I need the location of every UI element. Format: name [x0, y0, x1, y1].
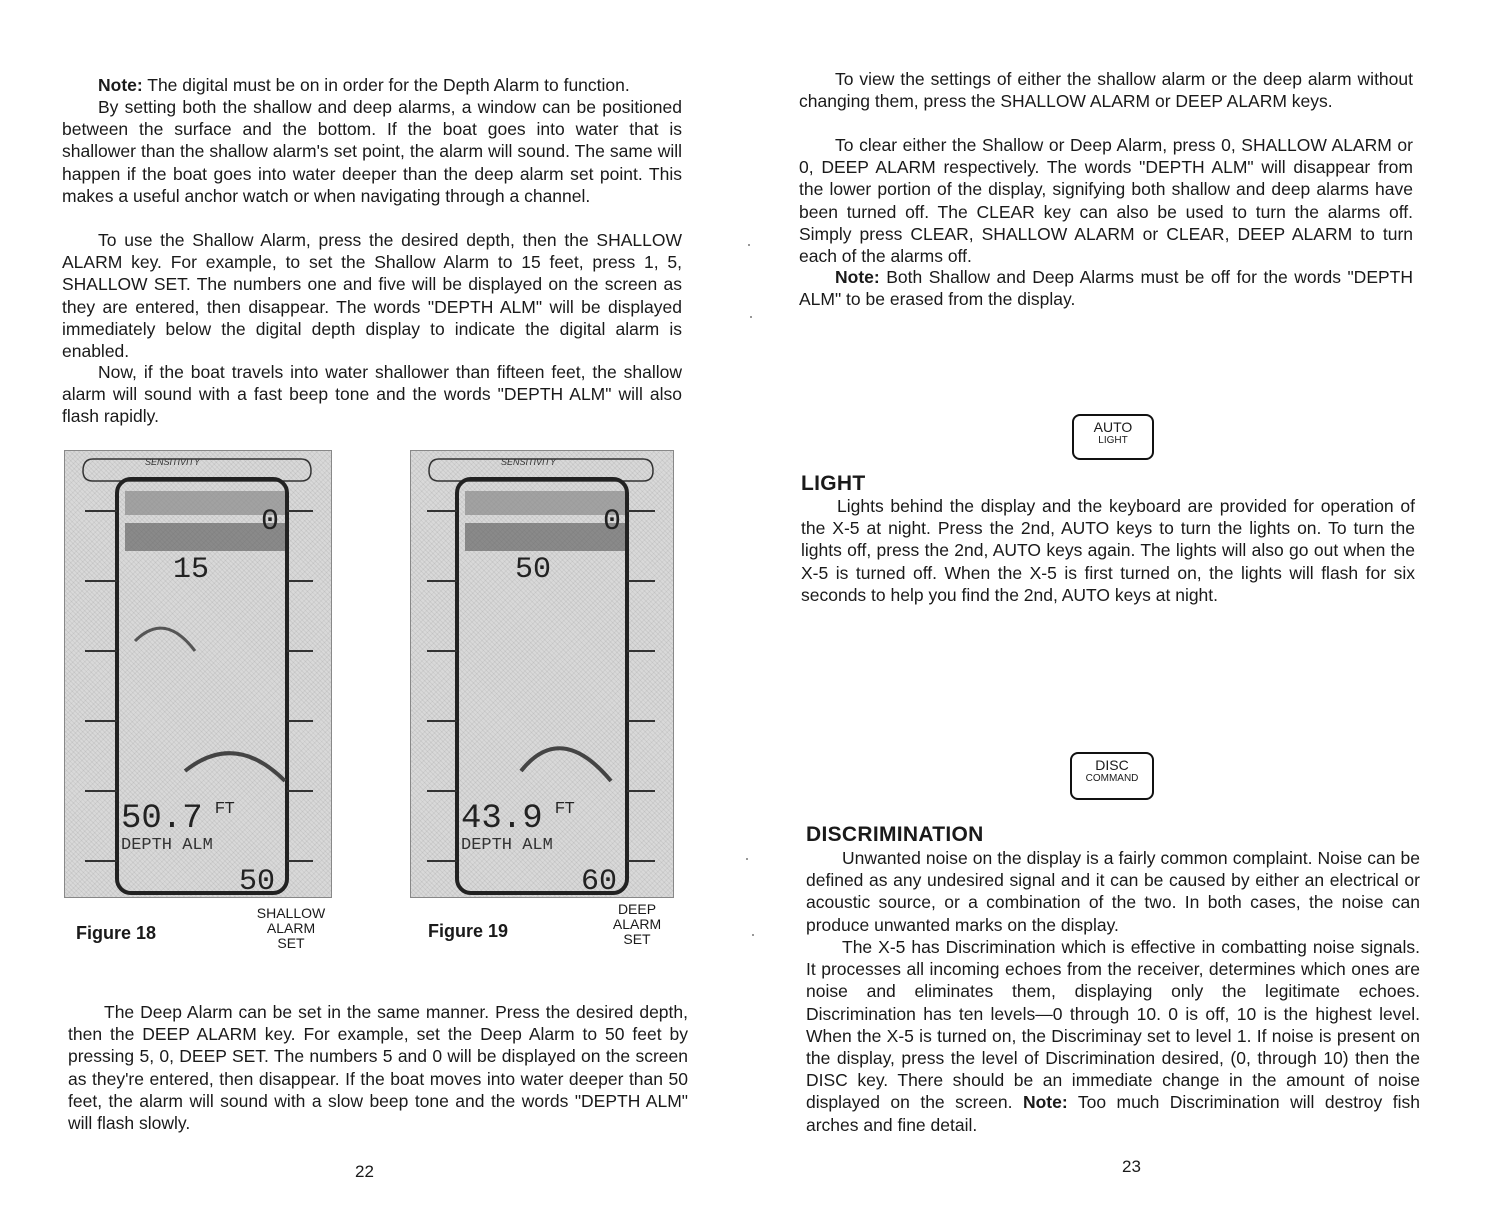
sensitivity-label: SENSITIVITY	[501, 457, 557, 467]
note-lead: Note:	[1022, 1092, 1068, 1113]
range-value: 60	[581, 865, 618, 897]
note-digital-paragraph: Note: The digital must be on in order for the Depth Alarm to function.	[98, 75, 630, 95]
clear-alarm-paragraph: To clear either the Shallow or Deep Alarm, press 0, SHALLOW ALARM or 0, DEEP ALARM respectively. The words "DEPTH ALM" will disappear from the lower portion of the display, signifying both shallow and deep alarms have been turned off. The CLEAR key can also be used to turn the alarms off. Simply press CLEAR, SHALLOW ALARM or CLEAR, DEEP ALARM to turn each of the alarms off.	[799, 135, 1413, 267]
deep-alarm-set-caption: DEEP ALARM SET	[612, 901, 662, 947]
depth-unit: FT	[555, 800, 575, 817]
view-settings-paragraph: To view the settings of either the shallow alarm or the deep alarm without changing them, press the SHALLOW ALARM or DEEP ALARM keys.	[799, 69, 1413, 112]
depth-reading: 50.7	[121, 800, 203, 838]
fishfinder-screen-18	[65, 451, 331, 897]
figure-19-image	[410, 450, 674, 898]
discrimination-paragraph-2: The X-5 has Discrimination which is effective in combatting noise signals. It processes all incoming echoes from the receiver, determines which ones are noise and eliminates them, displaying only the legitimate echoes. Discrimination has ten levels—0 through 10. 0 is off, 10 is the highest level. When the X-5 is turned on, the Discriminay set to level 1. If noise is present on the display, press the level of Discrimination desired, (0, through 10) then the DISC key. There should be an immediate change in the amount of noise displayed on the screen. Note: Too much Discrimination will destroy fish arches and fine detail.	[806, 937, 1420, 1135]
discrimination-paragraph-1: Unwanted noise on the display is a fairly common complaint. Noise can be defined as any undesired signal and it can be caused by either an electrical or acoustic source, or a combination of the two. In both cases, the noise can produce unwanted marks on the display.	[806, 848, 1420, 935]
deep-use-paragraph: The Deep Alarm can be set in the same manner. Press the desired depth, then the DEEP ALARM key. For example, set the Deep Alarm to 50 feet by pressing 5, 0, DEEP SET. The numbers 5 and 0 will be displayed on the screen as they're entered, then disappear. If the boat moves into water deeper than 50 feet, the alarm will sound with a slow beep tone and the words "DEPTH ALM" will flash slowly.	[68, 1002, 688, 1134]
depth-unit: FT	[215, 800, 235, 817]
alarm-value: 50	[515, 553, 552, 587]
depth-reading: 43.9	[461, 800, 543, 838]
figure-18-image	[64, 450, 332, 898]
auto-light-key-icon: AUTO LIGHT	[1072, 414, 1154, 460]
depth-alarm-text: DEPTH ALM	[461, 836, 553, 855]
page-number-left: 22	[355, 1162, 374, 1181]
scan-speck	[748, 244, 750, 246]
depth-alarm-text: DEPTH ALM	[121, 836, 213, 855]
fishfinder-screen-19	[411, 451, 673, 897]
light-paragraph: Lights behind the display and the keyboard are provided for operation of the X-5 at night. Press the 2nd, AUTO keys to turn the lights on. To turn the lights off, press the 2nd, AUTO keys again. The lights will also go out when the X-5 is turned off. When the X-5 is first turned on, the lights will flash for six seconds to help you find the 2nd, AUTO keys at night.	[801, 496, 1415, 605]
shallow-use-paragraph: To use the Shallow Alarm, press the desired depth, then the SHALLOW ALARM key. For example, to set the Shallow Alarm to 15 feet, press 1, 5, SHALLOW SET. The numbers one and five will be displayed on the screen as they are entered, then disappear. The words "DEPTH ALM" will be displayed immediately below the digital depth display to indicate the digital alarm is enabled.	[62, 230, 682, 362]
discrimination-heading: DISCRIMINATION	[806, 823, 984, 846]
shallow-alarm-set-caption: SHALLOW ALARM SET	[256, 905, 326, 951]
scan-speck	[752, 934, 754, 936]
range-value: 50	[239, 865, 276, 897]
sensitivity-label: SENSITIVITY	[145, 457, 201, 467]
window-paragraph: By setting both the shallow and deep alarms, a window can be positioned between the surface and the bottom. If the boat goes into water that is shallower than the shallow alarm's set point, the alarm will sound. The same will happen if the boat goes into water deeper than the deep alarm set point. This makes a useful anchor watch or when navigating through a channel.	[62, 97, 682, 206]
note-lead: Note:	[98, 75, 143, 95]
top-value: 0	[603, 505, 622, 539]
light-heading: LIGHT	[801, 472, 866, 495]
scan-speck	[750, 316, 752, 318]
note-erased-paragraph: Note: Both Shallow and Deep Alarms must be off for the words "DEPTH ALM" to be erased from the display.	[799, 267, 1413, 310]
figure-19-label: Figure 19	[428, 921, 509, 941]
figure-18-label: Figure 18	[76, 923, 157, 943]
top-value: 0	[261, 505, 280, 539]
alarm-value: 15	[173, 553, 210, 587]
scan-speck	[746, 858, 748, 860]
shallow-sound-paragraph: Now, if the boat travels into water shallower than fifteen feet, the shallow alarm will sound with a fast beep tone and the words "DEPTH ALM" will also flash rapidly.	[62, 362, 682, 427]
page-number-right: 23	[1122, 1157, 1141, 1176]
disc-command-key-icon: DISC COMMAND	[1070, 752, 1154, 800]
note-lead: Note:	[835, 267, 880, 287]
right-page	[754, 0, 1508, 1222]
